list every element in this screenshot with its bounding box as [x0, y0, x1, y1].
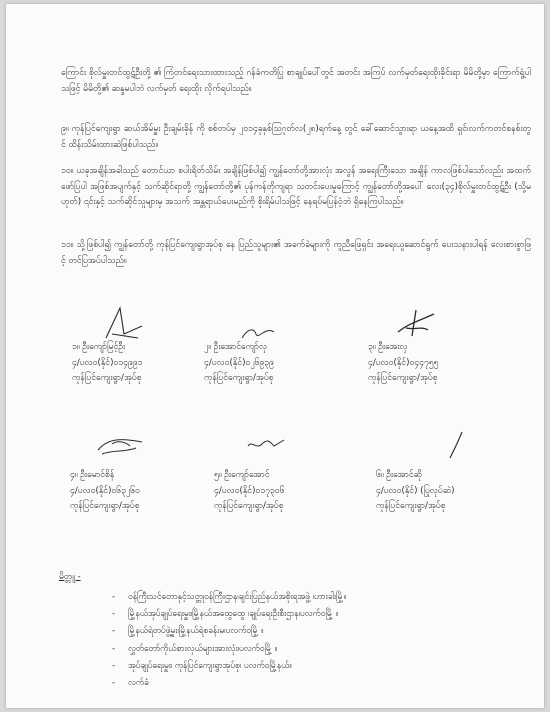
- cc-item: - မြို့နယ်ရဲတပ်ဖွဲ့မှူး၊မြို့နယ်ရဲစခန်းမ၊ပလက်ဝမြို့ ။: [112, 625, 264, 636]
- signature-6-mark: [446, 430, 466, 460]
- cc-heading: မိတ္တူ -: [59, 572, 81, 582]
- paragraph-9: ၉။ ကုန်ပြင်ကျေးရွာ ဆယ်အိမ်မှူး ဦးချမ်းခိုန် ကို စစ်တပ်မှ ၂၀၁၄ခုနှစ်ဩဂုတ်လ(၂၈)ရက်နေ့ တွင် ခေါ်ဆောင်သွားရာ ယနေ့အထိ ရှင်၊လက်ကတင်စနစ်းတွင် ထိန်းသိမ်းထားဆဲဖြစ်ပါသည်။: [61, 124, 531, 150]
- signatory-3: [368, 340, 518, 387]
- signatory-village: ကုန်ပြင်ကျေးရွာ/အုပ်စု: [214, 501, 284, 511]
- cc-item: - မြို့နယ်အုပ်ချုပ်ရေးမှူး၊မြို့နယ်အထွေထွေ ၊ချုပ်ရေးဦးစီးဌာန၊ပလက်ဝမြို့ ။: [112, 608, 339, 619]
- paragraph-11: ၁၁။ သို့ဖြစ်ပါ၍ ကျွန်တော်တို့ ကုန်ပြင်ကျေးရွာအုပ်စု နေ ပြည်သူများ၏ အခက်ခဲများကို ကူညီဖြေရှင်း အရေးယူဆောင်ရွက် ပေးသနားပါရန် လေးစားစွာဖြင့် တင်ပြအပ်ပါသည်။: [61, 240, 531, 266]
- cc-item: - လက်ခံ: [112, 676, 149, 687]
- signatory-4: [70, 468, 220, 515]
- document-page: [6, 4, 544, 708]
- signatory-name: ၅။ ဦးကျော်အောင်: [214, 470, 270, 480]
- signatory-name: ၄။ ဦးမောင်စိန်: [70, 470, 115, 480]
- signatory-2: [204, 340, 354, 387]
- signatory-id: ၄/ပလဝ(နိုင်)၀၁၄၉၉၁: [72, 357, 143, 368]
- signatory-id: ၄/ပလဝ(နိုင်) (ပြုလုပ်ဆဲ): [376, 485, 455, 496]
- cc-item: - လွှတ်တော်ကိုယ်စားလှယ်များအားလုံး၊ပလက်ဝမြို့ ။: [112, 642, 278, 653]
- signatory-id: ၄/ပလဝ(နိုင်)၀၂၆၉၃၉: [204, 357, 274, 368]
- signatory-id: ၄/ပလဝ(နိုင်)၀၆၃၂၆၀: [70, 485, 140, 496]
- signatory-village: ကုန်ပြင်ကျေးရွာ/အုပ်စု: [204, 373, 274, 383]
- signatory-id: ၄/ပလဝ(နိုင်)၀၄၄၇၅၅: [368, 357, 439, 368]
- signatory-id: ၄/ပလဝ(နိုင်)၀၁၇၃၀၆: [214, 485, 285, 496]
- cc-list: [112, 588, 532, 691]
- signatory-village: ကုန်ပြင်ကျေးရွာ/အုပ်စု: [368, 373, 438, 383]
- signature-3-mark: [394, 306, 438, 342]
- signatory-5: [214, 468, 364, 515]
- signatory-village: ကုန်ပြင်ကျေးရွာ/အုပ်စု: [70, 501, 140, 511]
- cc-item: - ဝန်ကြီးသင်တောနှင့်သတ္တုဝန်ကြီးဌာန၊ချင်းပြည်နယ်အစိုးရအဖွဲ့ ၊ဟားခါးမြို့။: [112, 591, 347, 601]
- signatory-village: ကုန်ပြင်ကျေးရွာ/အုပ်စု: [72, 373, 142, 383]
- signature-1-mark: [98, 304, 148, 344]
- signature-4-mark: [92, 428, 148, 462]
- signatory-1: [72, 340, 222, 387]
- paragraph-8-continued: ကြောင်း စိုလ်မှူးတင်ထွဋ်ဦးတို့ ၏ ကြံတင်ရေးသားထားသည့် ဂန်ခံကတိပြု စာချုပ်ပေါ်တွင် အတင်း အကြပ် လက်မှတ်ရေးထိုးခိုင်းရာ မိမိတို့မှာ ကြောက်ရွံ့ပါသဖြင့် မိမိတို့၏ ဆန္ဒမပါဘဲ လက်မှတ် ရေးထိုး လိုက်ရပါသည်။: [61, 68, 531, 94]
- signatory-name: ၁။ ဦးကျော်မြင့်ဦး: [72, 342, 126, 352]
- signatory-name: ၆။ ဦးအောင်ဆို: [376, 470, 422, 480]
- signatory-6: [376, 468, 526, 515]
- paragraph-10: ၁၀။ ယခုအချိန်အခါသည် တောင်ယာ စပါးရိတ်သိမ်း အချိန်ဖြစ်ပါ၍ ကျွန်တော်တို့အားလုံး အလွန် အရေးကြီးသော အချိန် ကာလဖြစ်ပါသော်လည်း အထက်ဖော်ပြပါ အဖြစ်အပျက်နှင့် သက်ဆိုင်ရာတို့ ကျွန်တော်တို့၏ ပုန်ကန်တိုကျရာ သတင်းပေးမှုကြောင့် ကျွန်တော်တို့အပေါ် လေး(၃၄)စိုလ်မှူးတင်ထွဋ်ဦး (သို့မဟုတ်) ၎င်းနှင့် သက်ဆိုင်သူများမှ အသက် အန္တရာယ်ပေးမည်ကို စိုးရိမ်ပါသဖြင့် နေရပ်မပြန်ဝံ့ဘဲ ရှိနေကြပါသည်။: [61, 166, 531, 207]
- signatory-name: ၂။ ဦးအောင်ကျော်လှ: [204, 342, 268, 352]
- signature-5-mark: [244, 434, 288, 454]
- signatory-village: ကုန်ပြင်ကျေးရွာ/အုပ်စု: [376, 501, 446, 511]
- signatory-name: ၃။ ဦးအေးလှ: [368, 342, 408, 352]
- cc-item: - အုပ်ချုပ်ရေးမှူး၊ ကုန်ပြင်ကျေးရွာအုပ်စု၊ ပလက်ဝမြို့နယ်။: [112, 659, 292, 670]
